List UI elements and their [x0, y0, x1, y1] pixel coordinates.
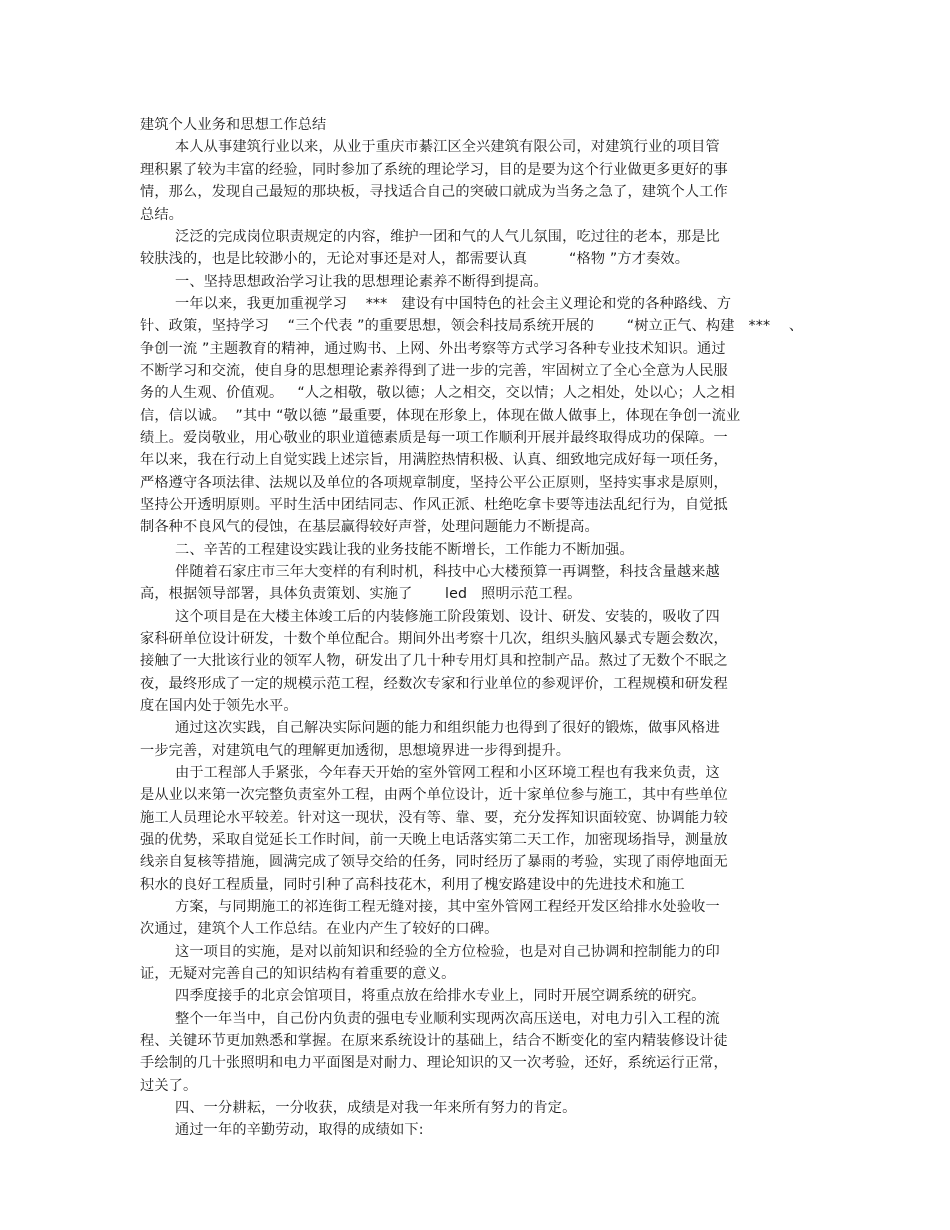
- text-line: 这个项目是在大楼主体竣工后的内装修施工阶段策划、设计、研发、安装的，吸收了四: [175, 609, 720, 625]
- text-line: 通过这次实践，自己解决实际问题的能力和组织能力也得到了很好的锻炼，做事风格进: [175, 720, 720, 736]
- text-line: 绩上。爱岗敬业，用心敬业的职业道德素质是每一项工作顺利开展并最终取得成功的保障。一: [140, 430, 728, 446]
- text-line: 务的人生观、价值观。 “人之相敬，敬以德；人之相交，交以情；人之相处，处以心；人之相: [140, 385, 735, 401]
- text-line: 证，无疑对完善自己的知识结构有着重要的意义。: [140, 966, 456, 982]
- text-line: 伴随着石家庄市三年大变样的有利时机，科技中心大楼预算一再调整，科技含量越来越: [175, 564, 720, 580]
- text-line: 程、关键环节更加熟悉和掌握。在原来系统设计的基础上，结合不断变化的室内精装修设计徒: [140, 1033, 728, 1049]
- text-line: 信，信以诚。 ”其中 “敬以德 ”最重要，体现在形象上，体现在做人做事上，体现在争创一流业: [140, 408, 741, 424]
- text-line: 坚持公开透明原则。平时生活中团结同志、作风正派、杜绝吃拿卡要等违法乱纪行为，自觉抵: [140, 497, 728, 513]
- text-line: 制各种不良风气的侵蚀，在基层赢得较好声誉，处理问题能力不断提高。: [140, 519, 599, 535]
- text-line: 理积累了较为丰富的经验，同时参加了系统的理论学习，目的是要为这个行业做更多更好的事: [140, 162, 728, 178]
- text-line: 总结。: [140, 207, 184, 223]
- text-line: 较肤浅的，也是比较渺小的，无论对事还是对人，都需要认真 “格物 ”方才奏效。: [140, 251, 690, 267]
- text-line: 情，那么，发现自己最短的那块板，寻找适合自己的突破口就成为当务之急了，建筑个人工作: [140, 184, 728, 200]
- text-line: 次通过，建筑个人工作总结。在业内产生了较好的口碑。: [140, 921, 499, 937]
- text-line: 通过一年的辛勤劳动，取得的成绩如下:: [175, 1122, 424, 1138]
- text-line: 手绘制的几十张照明和电力平面图是对耐力、理论知识的又一次考验，还好，系统运行正常，: [140, 1055, 728, 1071]
- text-line: 施工人员理论水平较差。针对这一现状，没有等、靠、要，充分发挥知识面较宽、协调能力较: [140, 810, 728, 826]
- text-line: 年以来，我在行动上自觉实践上述宗旨，用满腔热情积极、认真、细致地完成好每一项任务，: [140, 452, 728, 468]
- section-heading: 四、一分耕耘，一分收获，成绩是对我一年来所有努力的肯定。: [175, 1100, 577, 1116]
- text-line: 过关了。: [140, 1078, 198, 1094]
- text-line: 夜，最终形成了一定的规模示范工程，经数次专家和行业单位的参观评价，工程规模和研发程: [140, 676, 728, 692]
- text-line: 本人从事建筑行业以来，从业于重庆市綦江区全兴建筑有限公司，对建筑行业的项目管: [175, 139, 720, 155]
- document-title: 建筑个人业务和思想工作总结: [140, 117, 327, 133]
- text-line: 是从业以来第一次完整负责室外工程，由两个单位设计，近十家单位参与施工，其中有些单位: [140, 787, 728, 803]
- text-line: 家科研单位设计研发，十数个单位配合。期间外出考察十几次，组织头脑风暴式专题会数次，: [140, 631, 728, 647]
- section-heading: 一、坚持思想政治学习让我的思想理论素养不断得到提高。: [175, 274, 548, 290]
- text-line: 整个一年当中，自己份内负责的强电专业顺利实现两次高压送电，对电力引入工程的流: [175, 1011, 720, 1027]
- text-line: 一步完善，对建筑电气的理解更加透彻，思想境界进一步得到提升。: [140, 743, 571, 759]
- section-heading: 二、辛苦的工程建设实践让我的业务技能不断增长，工作能力不断加强。: [175, 542, 634, 558]
- text-line: 接触了一大批该行业的领军人物，研发出了几十种专用灯具和控制产品。熬过了无数个不眠之: [140, 653, 728, 669]
- text-line: 争创一流 ”主题教育的精神，通过购书、上网、外出考察等方式学习各种专业技术知识。通过: [140, 341, 726, 357]
- text-line: 针、政策，坚持学习 “三个代表 ”的重要思想，领会科技局系统开展的 “树立正气、构建 *** 、: [140, 318, 804, 334]
- text-line: 强的优势，采取自觉延长工作时间，前一天晚上电话落实第二天工作，加密现场指导，测量放: [140, 832, 728, 848]
- text-line: 一年以来，我更加重视学习 *** 建设有中国特色的社会主义理论和党的各种路线、方: [175, 296, 732, 312]
- text-line: 度在国内处于领先水平。: [140, 698, 298, 714]
- text-line: 积水的良好工程质量，同时引种了高科技花木，利用了槐安路建设中的先进技术和施工: [140, 877, 685, 893]
- text-line: 四季度接手的北京会馆项目，将重点放在给排水专业上，同时开展空调系统的研究。: [175, 988, 706, 1004]
- text-line: 由于工程部人手紧张，今年春天开始的室外管网工程和小区环境工程也有我来负责，这: [175, 765, 720, 781]
- text-line: 不断学习和交流，使自身的思想理论素养得到了进一步的完善，牢固树立了全心全意为人民服: [140, 363, 728, 379]
- text-line: 泛泛的完成岗位职责规定的内容，维护一团和气的人气儿氛围，吃过往的老本，那是比: [175, 229, 720, 245]
- text-line: 严格遵守各项法律、法规以及单位的各项规章制度，坚持公平公正原则，坚持实事求是原则，: [140, 475, 728, 491]
- text-line: 线亲自复核等措施，圆满完成了领导交给的任务，同时经历了暴雨的考验，实现了雨停地面无: [140, 854, 728, 870]
- text-line: 这一项目的实施，是对以前知识和经验的全方位检验，也是对自己协调和控制能力的印: [175, 944, 720, 960]
- text-line: 方案，与同期施工的祁连街工程无缝对接，其中室外管网工程经开发区给排水处验收一: [175, 899, 720, 915]
- text-line: 高，根据领导部署，具体负责策划、实施了 led 照明示范工程。: [140, 586, 582, 602]
